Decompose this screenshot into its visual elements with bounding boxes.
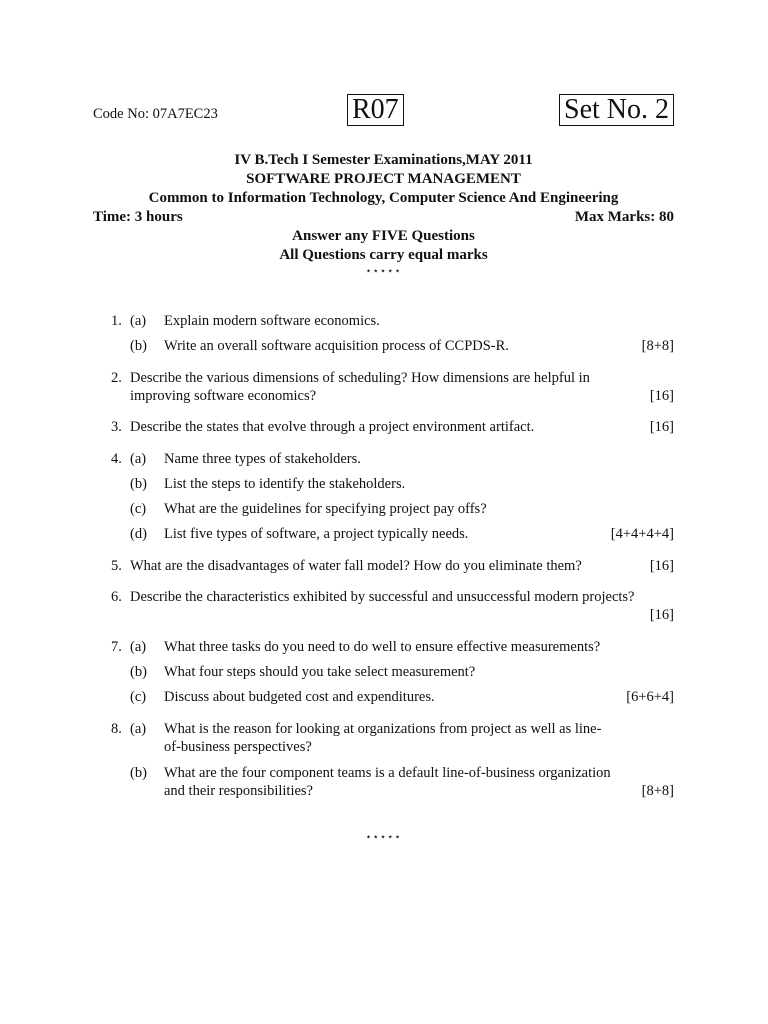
sub-label: (b) xyxy=(130,765,147,781)
sub-label: (a) xyxy=(130,313,147,329)
question-number: 8. xyxy=(111,721,122,737)
question-number: 7. xyxy=(111,639,122,655)
instruction-marks: All Questions carry equal marks xyxy=(279,247,488,263)
sub-text: What are the guidelines for specifying project pay offs? xyxy=(164,501,487,517)
sub-label: (b) xyxy=(130,664,147,680)
stars-divider-bottom: ⋆⋆⋆⋆⋆ xyxy=(365,832,402,843)
sub-text: What four steps should you take select measurement? xyxy=(164,664,476,680)
sub-label: (c) xyxy=(130,501,147,517)
marks-label: [16] xyxy=(649,607,674,623)
sub-text: Write an overall software acquisition process of CCPDS-R. xyxy=(164,338,509,354)
question-number: 5. xyxy=(111,558,122,574)
regulation-box: R07 xyxy=(347,94,404,126)
question-text-line-1: Describe the various dimensions of scheduling? How dimensions are helpful in xyxy=(130,370,590,386)
sub-label: (a) xyxy=(130,451,147,467)
marks-label: [4+4+4+4] xyxy=(610,526,674,542)
exam-title: IV B.Tech I Semester Examinations,MAY 2011 xyxy=(234,152,533,168)
question-number: 3. xyxy=(111,419,122,435)
question-text: Describe the characteristics exhibited by successful and unsuccessful modern projects? xyxy=(130,589,635,605)
header-row xyxy=(93,94,674,126)
sub-text-line-2: and their responsibilities? xyxy=(164,783,313,799)
max-marks: Max Marks: 80 xyxy=(574,209,674,225)
instruction-answer: Answer any FIVE Questions xyxy=(292,228,475,244)
sub-label: (d) xyxy=(130,526,147,542)
sub-label: (c) xyxy=(130,689,147,705)
sub-label: (a) xyxy=(130,639,147,655)
sub-text: Discuss about budgeted cost and expenditures. xyxy=(164,689,435,705)
sub-label: (a) xyxy=(130,721,147,737)
question-text: Describe the states that evolve through a project environment artifact. xyxy=(130,419,535,435)
question-number: 2. xyxy=(111,370,122,386)
marks-label: [16] xyxy=(649,388,674,404)
question-number: 1. xyxy=(111,313,122,329)
question-number: 4. xyxy=(111,451,122,467)
question-text: What are the disadvantages of water fall model? How do you eliminate them? xyxy=(130,558,582,574)
marks-label: [8+8] xyxy=(641,783,674,799)
common-to-line: Common to Information Technology, Computer Science And Engineering xyxy=(148,190,619,206)
marks-label: [8+8] xyxy=(641,338,674,354)
sub-text-line-1: What are the four component teams is a default line-of-business organization xyxy=(164,765,611,781)
stars-divider-top: ⋆⋆⋆⋆⋆ xyxy=(365,266,402,277)
set-number-box: Set No. 2 xyxy=(559,94,674,126)
sub-text: What three tasks do you need to do well to ensure effective measurements? xyxy=(164,639,601,655)
sub-text: Explain modern software economics. xyxy=(164,313,380,329)
code-number: Code No: 07A7EC23 xyxy=(93,106,218,122)
sub-label: (b) xyxy=(130,476,147,492)
sub-text: List five types of software, a project typically needs. xyxy=(164,526,469,542)
subject-title: SOFTWARE PROJECT MANAGEMENT xyxy=(246,171,521,187)
sub-text-line-2: of-business perspectives? xyxy=(164,739,312,755)
marks-label: [6+6+4] xyxy=(626,689,674,705)
marks-label: [16] xyxy=(649,419,674,435)
question-text-line-2: improving software economics? xyxy=(130,388,317,404)
sub-text-line-1: What is the reason for looking at organizations from project as well as line- xyxy=(164,721,602,737)
sub-text: Name three types of stakeholders. xyxy=(164,451,361,467)
marks-label: [16] xyxy=(649,558,674,574)
sub-text: List the steps to identify the stakeholders. xyxy=(164,476,406,492)
question-number: 6. xyxy=(111,589,122,605)
time-duration: Time: 3 hours xyxy=(93,209,183,225)
sub-label: (b) xyxy=(130,338,147,354)
